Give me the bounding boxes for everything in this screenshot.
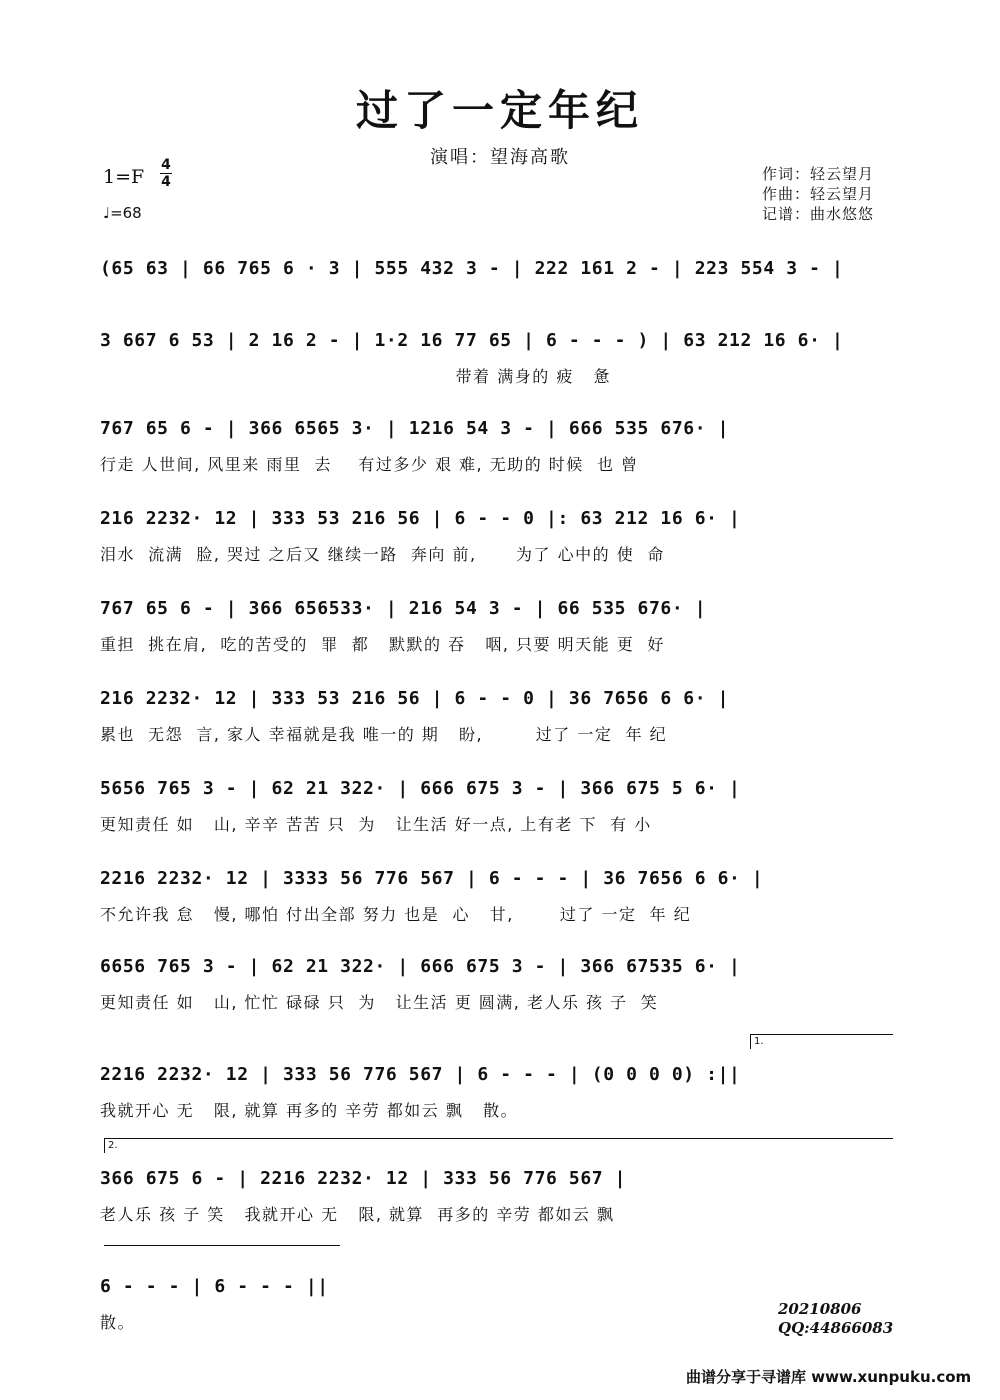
lyrics: 更知责任 如 山, 辛辛 苦苦 只 为 让生活 好一点, 上有老 下 有 小 xyxy=(100,815,652,834)
tempo-marking: ♩=68 xyxy=(103,204,142,222)
lyrics: 重担 挑在肩, 吃的苦受的 罪 都 默默的 吞 咽, 只要 明天能 更 好 xyxy=(100,635,665,654)
notes: 6656 765 3 - | 62 21 322· | 666 675 3 - | 366 67535 6· | xyxy=(100,956,741,977)
notes: 2216 2232· 12 | 333 56 776 567 | 6 - - - | (0 0 0 0) :|| xyxy=(100,1064,741,1085)
date-stamp xyxy=(778,1300,893,1338)
lyrics: 带着 满身的 疲 惫 xyxy=(100,367,612,386)
lyrics: 泪水 流满 脸, 哭过 之后又 继续一路 奔向 前, 为了 心中的 使 命 xyxy=(100,545,665,564)
lyrics: 累也 无怨 言, 家人 幸福就是我 唯一的 期 盼, 过了 一定 年 纪 xyxy=(100,725,668,744)
volta-2-label: 2. xyxy=(108,1140,118,1151)
lyrics: 我就开心 无 限, 就算 再多的 辛劳 都如云 飘 散。 xyxy=(100,1101,519,1120)
singer-line: 演唱：望海高歌 xyxy=(430,147,570,168)
composer: 作曲：轻云望月 xyxy=(762,185,875,203)
time-bottom: 4 xyxy=(161,174,171,190)
notes: 216 2232· 12 | 333 53 216 56 | 6 - - 0 |: 63 212 16 6· | xyxy=(100,508,741,529)
notes: 3 667 6 53 | 2 16 2 - | 1·2 16 77 65 | 6 - - - ) | 63 212 16 6· | xyxy=(100,330,844,351)
page-title: 过了一定年纪 xyxy=(355,86,644,135)
notes: 5656 765 3 - | 62 21 322· | 666 675 3 - | 366 675 5 6· | xyxy=(100,778,741,799)
volta-1-bracket xyxy=(750,1034,893,1049)
ending-bracket xyxy=(104,1245,340,1260)
lyrics: 不允许我 怠 慢, 哪怕 付出全部 努力 也是 心 甘, 过了 一定 年 纪 xyxy=(100,905,692,924)
footer-source: 曲谱分享于寻谱库 www.xunpuku.com xyxy=(686,1368,972,1386)
lyrics: 老人乐 孩 子 笑 我就开心 无 限, 就算 再多的 辛劳 都如云 飘 xyxy=(100,1205,615,1224)
notes: (65 63 | 66 765 6 · 3 | 555 432 3 - | 222 161 2 - | 223 554 3 - | xyxy=(100,258,844,279)
time-top: 4 xyxy=(161,157,171,173)
date: 20210806 xyxy=(778,1300,862,1318)
volta-2-bracket xyxy=(104,1138,893,1153)
notes: 6 - - - | 6 - - - || xyxy=(100,1276,329,1297)
notes: 767 65 6 - | 366 656533· | 216 54 3 - | 66 535 676· | xyxy=(100,598,707,619)
notes: 2216 2232· 12 | 3333 56 776 567 | 6 - - - | 36 7656 6 6· | xyxy=(100,868,764,889)
time-signature xyxy=(160,158,172,189)
credits xyxy=(762,164,874,224)
notes: 767 65 6 - | 366 6565 3· | 1216 54 3 - | 666 535 676· | xyxy=(100,418,730,439)
lyricist: 作词：轻云望月 xyxy=(762,165,875,183)
notes: 366 675 6 - | 2216 2232· 12 | 333 56 776 567 | xyxy=(100,1168,627,1189)
lyrics: 行走 人世间, 风里来 雨里 去 有过多少 艰 难, 无助的 时候 也 曾 xyxy=(100,455,639,474)
notation-by: 记谱：曲水悠悠 xyxy=(762,205,875,223)
volta-1-label: 1. xyxy=(754,1036,764,1047)
notes: 216 2232· 12 | 333 53 216 56 | 6 - - 0 | 36 7656 6 6· | xyxy=(100,688,730,709)
key-signature: 1=F xyxy=(103,166,145,188)
lyrics: 更知责任 如 山, 忙忙 碌碌 只 为 让生活 更 圆满, 老人乐 孩 子 笑 xyxy=(100,993,659,1012)
lyrics: 散。 xyxy=(100,1313,136,1332)
qq-number: QQ:44866083 xyxy=(778,1319,894,1337)
